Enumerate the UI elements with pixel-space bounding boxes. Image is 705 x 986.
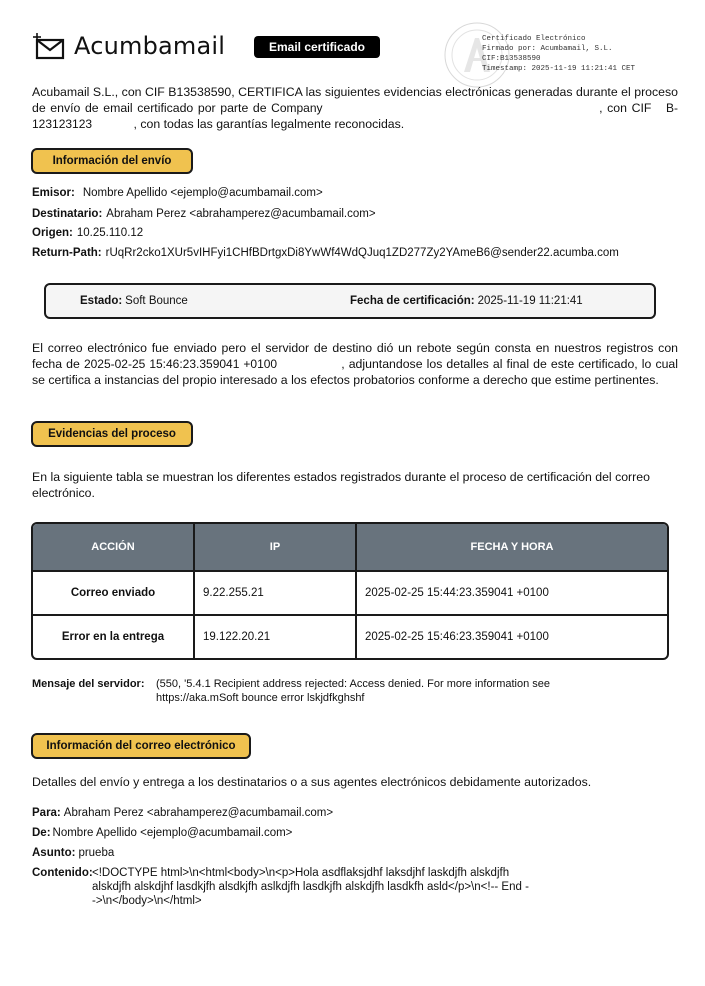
section-correo-title: Información del correo electrónico	[31, 733, 251, 759]
evidencias-description: En la siguiente tabla se muestran los diferentes estados registrados durante el proceso de certificación del correo electrónico.	[32, 470, 650, 500]
certificate-title: Certificado Electrónico	[482, 35, 586, 43]
status-fecha-certificacion: Fecha de certificación: 2025-11-19 11:21:41	[350, 295, 583, 307]
correo-description: Detalles del envío y entrega a los destinatarios o a sus agentes electrónicos debidamente autorizados.	[32, 775, 592, 789]
row-ip: 19.122.20.21	[195, 616, 357, 658]
envelope-sparkle-icon	[32, 32, 66, 60]
section-envio-title: Información del envío	[31, 148, 193, 174]
intro-paragraph: Acubamail S.L., con CIF B13538590, CERTIFICA las siguientes evidencias electrónicas generadas durante el proceso de envío de email certificado por parte de Company , con CIF B-123123123 , con todas las garantías legalmente reconocidas.	[32, 85, 679, 131]
column-header-ip: IP	[195, 524, 357, 572]
bounce-date: 2025-02-25 15:46:23.359041 +0100	[83, 357, 278, 371]
certificate-stamp	[482, 34, 635, 74]
table-row	[33, 572, 667, 616]
certificate-signer: Firmado por: Acumbamail, S.L.	[482, 45, 613, 53]
evidence-table	[31, 522, 669, 660]
certified-email-badge: Email certificado	[254, 36, 380, 58]
column-header-accion: ACCIÓN	[33, 524, 195, 572]
field-origen: Origen: 10.25.110.12	[32, 227, 144, 239]
status-box	[44, 283, 656, 319]
section-evidencias-title: Evidencias del proceso	[31, 421, 193, 447]
brand-name: Acumbamail	[74, 32, 226, 60]
table-row	[33, 616, 667, 658]
server-message-text: (550, '5.4.1 Recipient address rejected: Access denied. For more information see https://aka.mSoft bounce error lskjdfkghshf	[156, 678, 551, 704]
field-destinatario: Destinatario: Abraham Perez <abrahamperez@acumbamail.com>	[32, 208, 376, 220]
status-estado: Estado: Soft Bounce	[80, 295, 188, 307]
brand-logo	[32, 32, 225, 60]
certificate-timestamp: Timestamp: 2025-11-19 11:21:41 CET	[482, 65, 636, 73]
row-action: Error en la entrega	[33, 616, 195, 658]
company-name: Company	[271, 101, 323, 115]
field-asunto: Asunto: prueba	[32, 847, 115, 859]
status-value: Soft Bounce	[125, 295, 188, 307]
row-datetime: 2025-02-25 15:44:23.359041 +0100	[357, 572, 667, 616]
column-header-fecha: FECHA Y HORA	[357, 524, 667, 572]
row-ip: 9.22.255.21	[195, 572, 357, 616]
company-cif: B-123123123	[32, 101, 679, 131]
field-contenido-value: <!DOCTYPE html>\n<html<body>\n<p>Hola asdflaksjdhf laksdjhf laskdjfh alskdjfh alskdjfh alskdjhf lasdkjfh alsdkjfh aslkdjfh lasdkjfh alskdjfh lasdkfh asld</p>\n<!-- End -->\n</body>\n</html>	[92, 867, 529, 907]
row-action: Correo enviado	[33, 572, 195, 616]
certificate-cif: CIF:B13538590	[482, 55, 541, 63]
field-return-path: Return-Path: rUqRr2cko1XUr5vIHFyi1CHfBDrtgxDi8YwWf4WdQJuq1ZD277Zy2YAmeB6@sender22.acumba.com	[32, 247, 619, 259]
field-emisor: Emisor: Nombre Apellido <ejemplo@acumbamail.com>	[32, 187, 323, 199]
row-datetime: 2025-02-25 15:46:23.359041 +0100	[365, 631, 549, 643]
table-header-row	[33, 524, 667, 572]
field-de: De: Nombre Apellido <ejemplo@acumbamail.com>	[32, 827, 293, 839]
field-contenido-label: Contenido:	[32, 867, 93, 879]
bounce-paragraph: El correo electrónico fue enviado pero el servidor de destino dió un rebote según consta en nuestros registros con fecha de 2025-02-25 15:46:23.359041 +0100 , adjuntandose los detalles al final de este certificado, lo cual se certifica a instancias del propio interesado a los efectos probatorios conforme a derecho que estime pertinentes.	[32, 341, 679, 387]
field-para: Para: Abraham Perez <abrahamperez@acumbamail.com>	[32, 807, 334, 819]
